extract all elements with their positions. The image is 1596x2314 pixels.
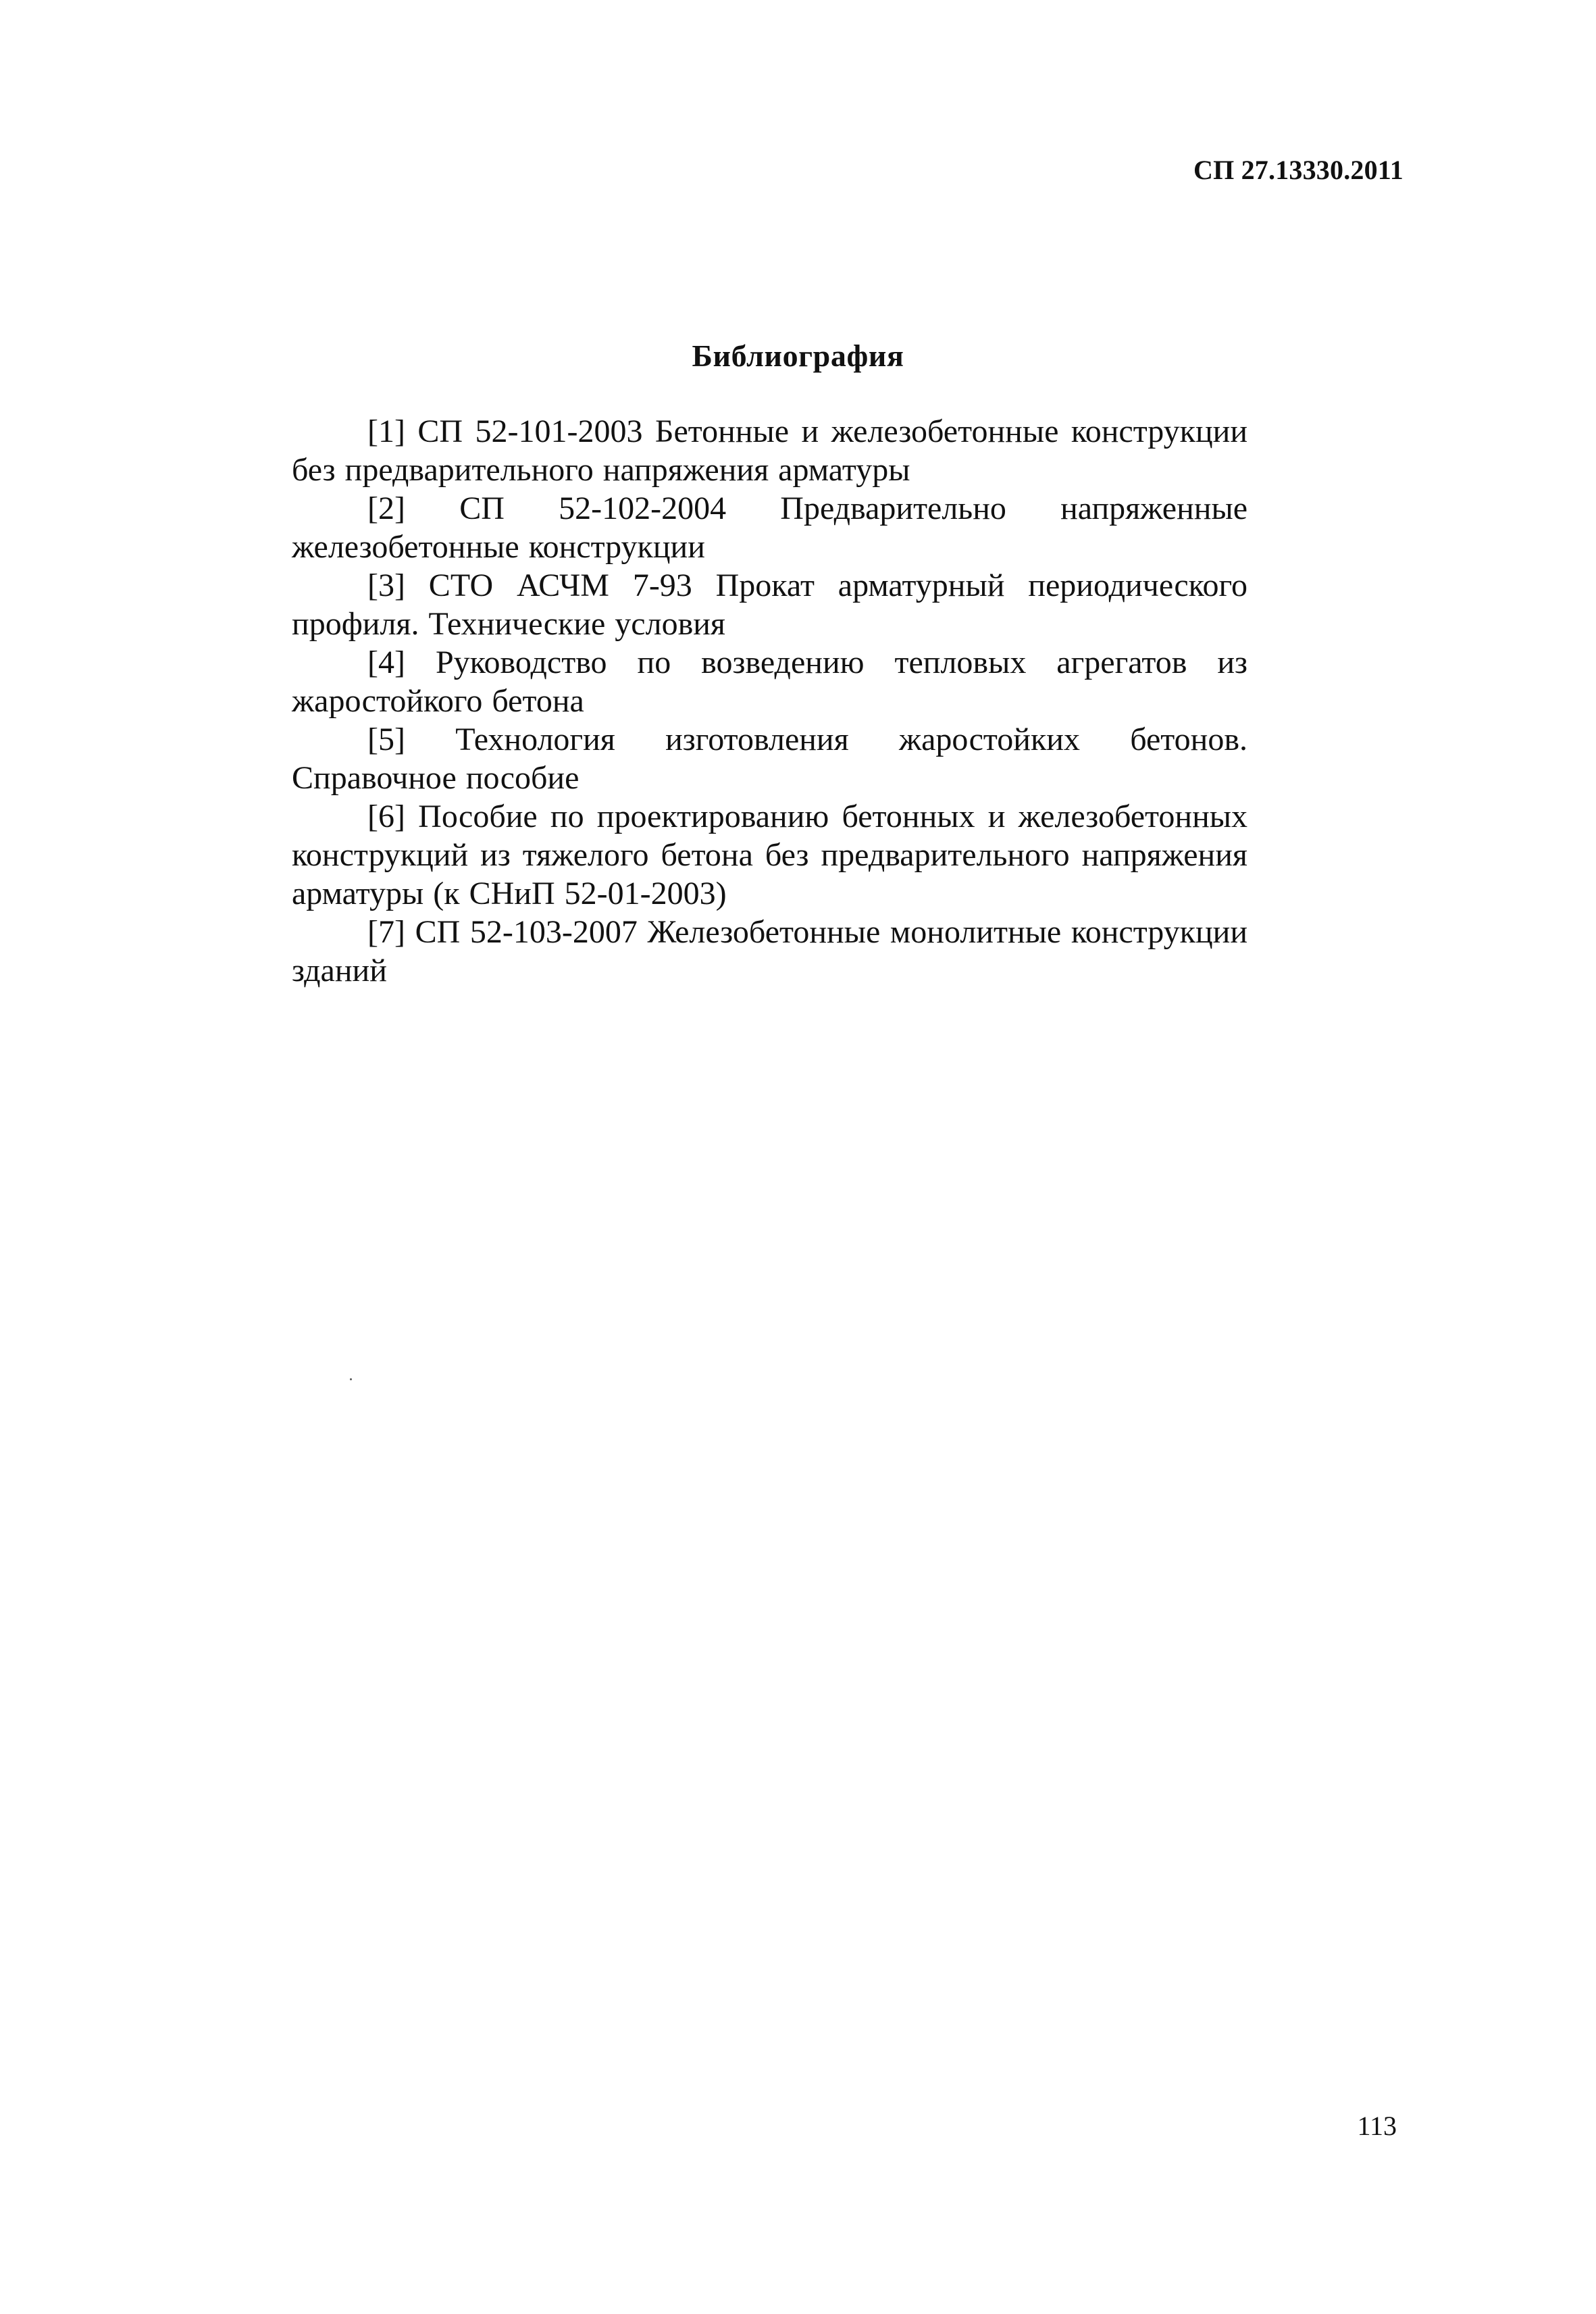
page-title: Библиография — [692, 338, 904, 373]
bibliography-entry-4: [4] Руководство по возведению тепловых агрегатов из жаростойкого бетона — [292, 645, 1247, 719]
bibliography-list — [292, 412, 1247, 990]
page-number: 113 — [1357, 2111, 1397, 2141]
bibliography-entry-7: [7] СП 52-103-2007 Железобетонные монолитные конструкции зданий — [292, 914, 1247, 988]
bibliography-entry-1: [1] СП 52-101-2003 Бетонные и железобетонные конструкции без предварительного напряжения арматуры — [292, 413, 1247, 488]
scan-speck — [350, 1378, 352, 1380]
bibliography-entry-5: [5] Технология изготовления жаростойких бетонов. Справочное пособие — [292, 722, 1247, 796]
bibliography-entry-2: [2] СП 52-102-2004 Предварительно напряженные железобетонные конструкции — [292, 491, 1247, 565]
bibliography-entry-3: [3] СТО АСЧМ 7-93 Прокат арматурный периодического профиля. Технические условия — [292, 568, 1247, 642]
bibliography-entry-6: [6] Пособие по проектированию бетонных и железобетонных конструкций из тяжелого бетона без предварительного напряжения арматуры (к СНиП 52-01-2003) — [292, 799, 1247, 911]
document-code: СП 27.13330.2011 — [1193, 155, 1404, 185]
